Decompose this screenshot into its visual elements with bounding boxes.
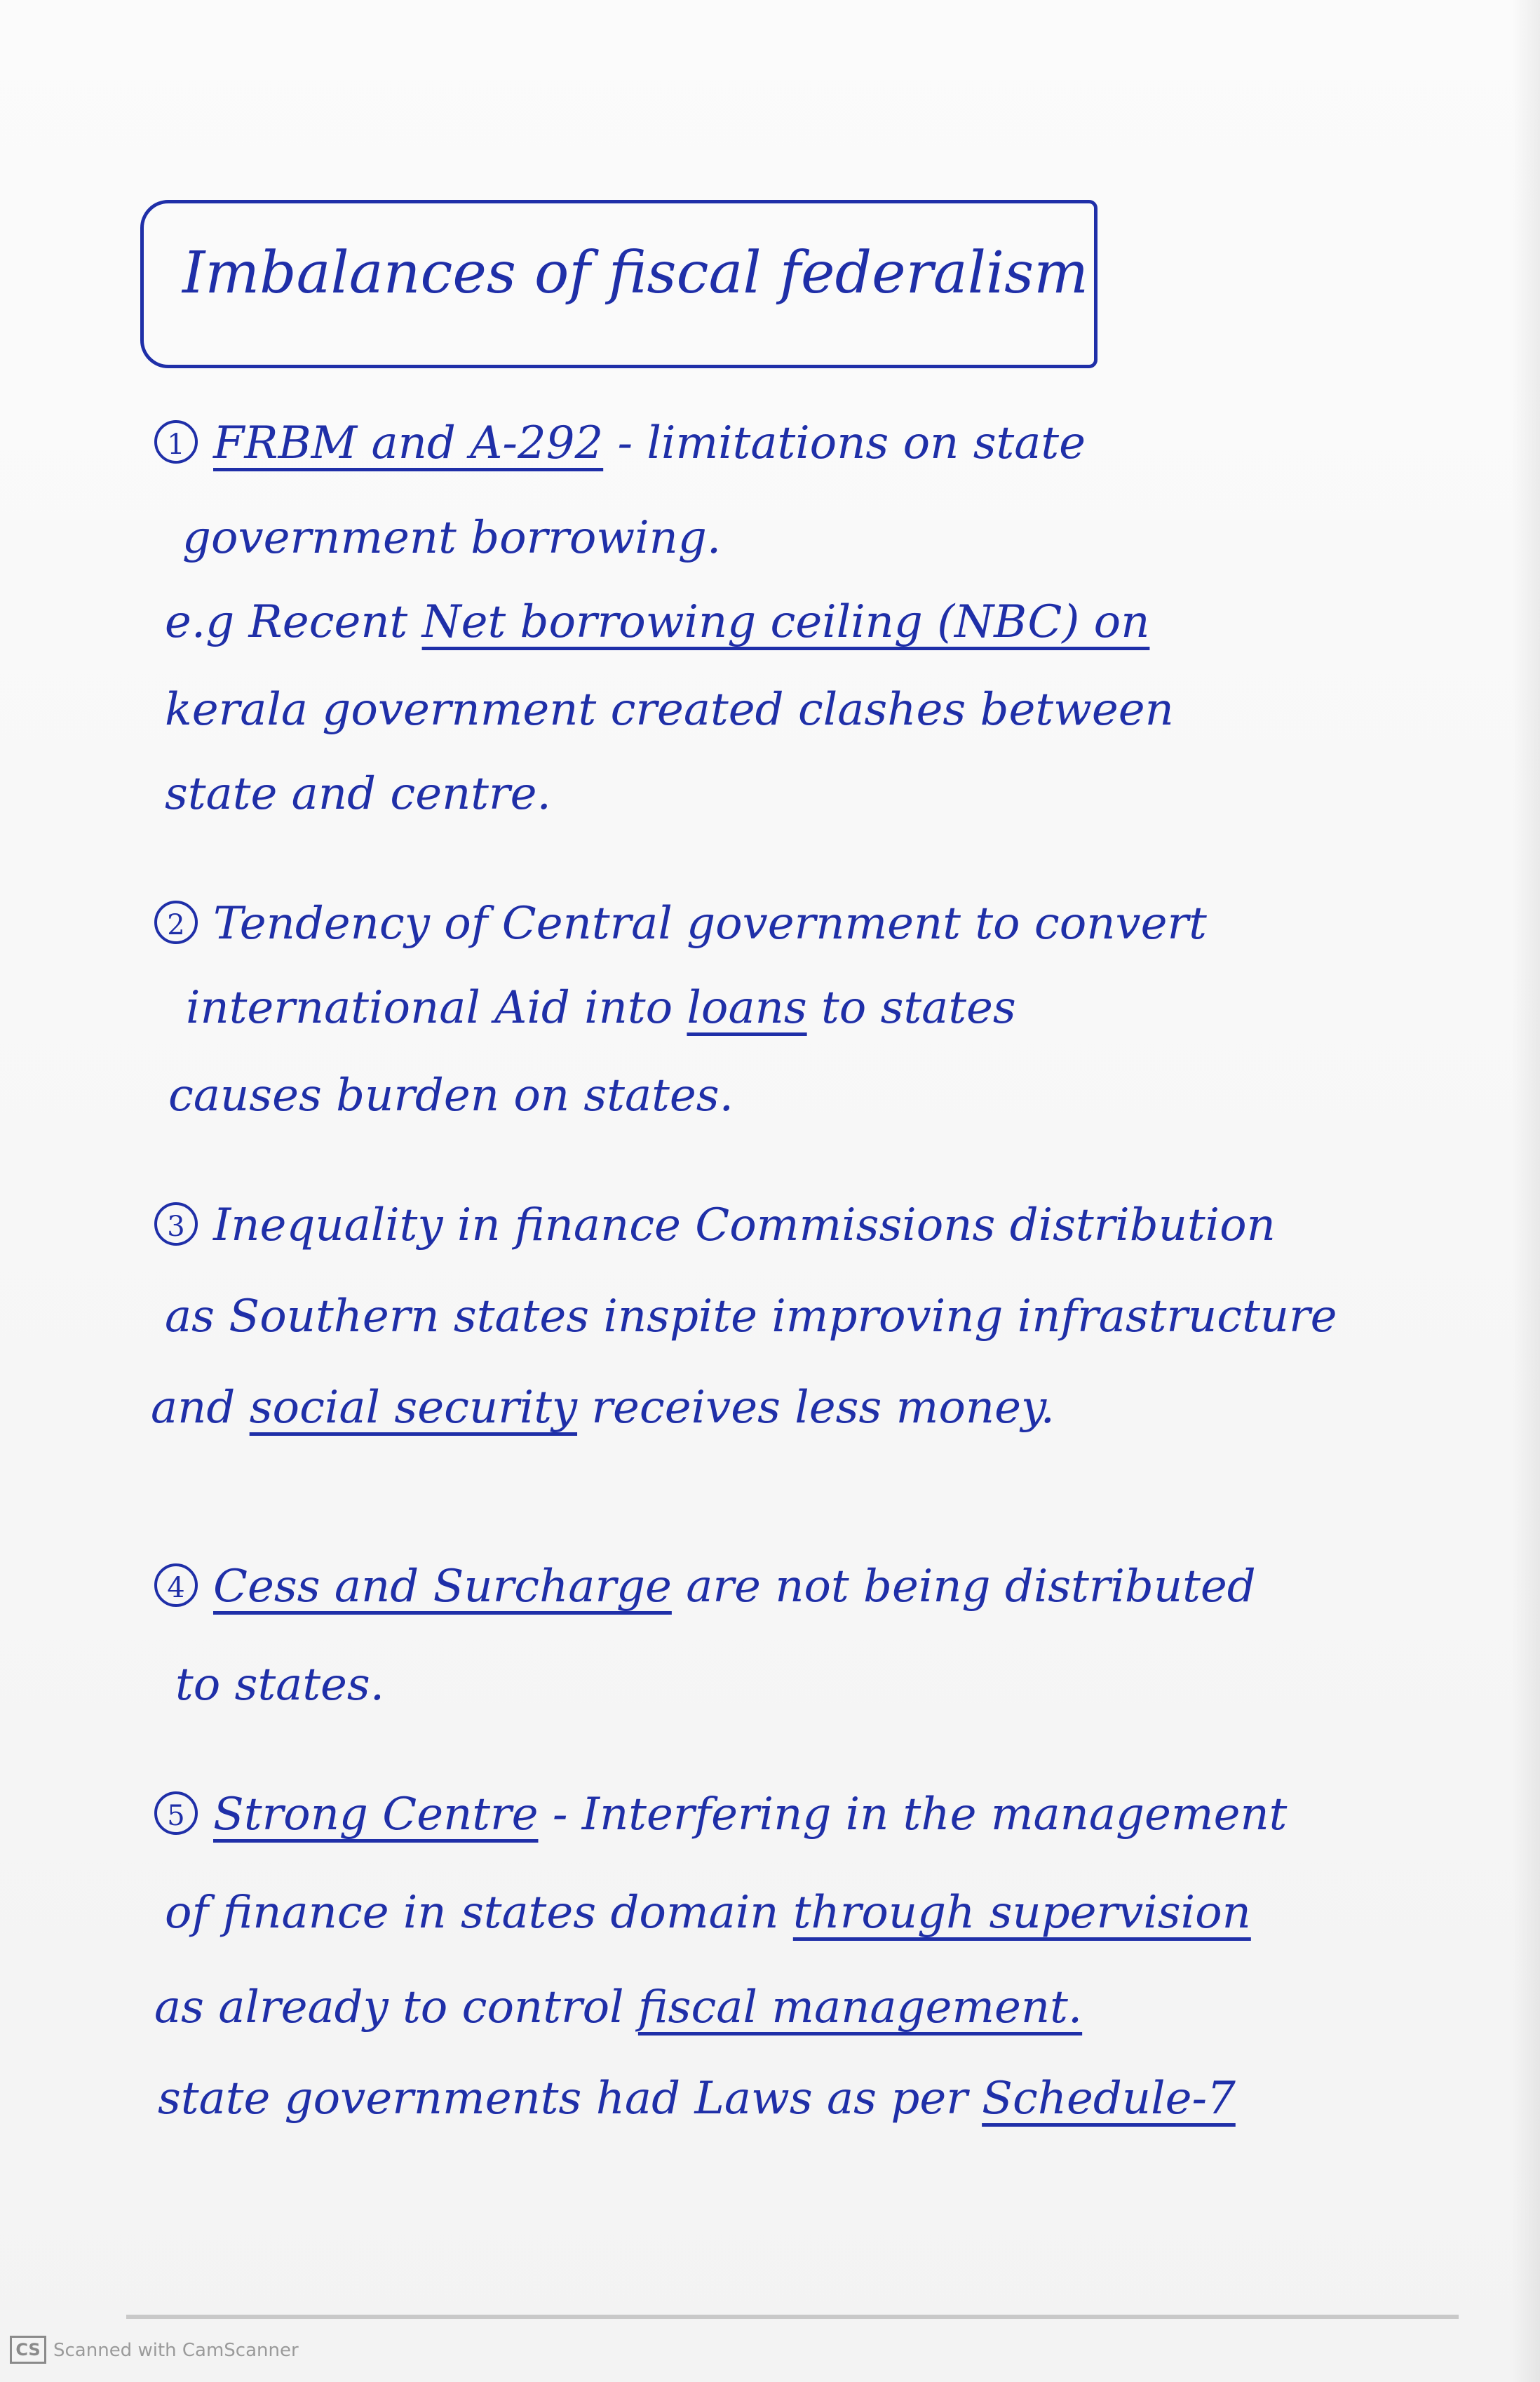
point-number-3: 3 bbox=[154, 1202, 198, 1246]
point-2-line-3: causes burden on states. bbox=[168, 1070, 734, 1122]
strong-centre-underlined: Strong Centre bbox=[213, 1789, 539, 1841]
point-3-line-1: 3 Inequality in finance Commissions distribution bbox=[154, 1192, 1487, 1259]
point-3-line-2: as Southern states inspite improving infrastructure bbox=[165, 1291, 1337, 1343]
point-number-5: 5 bbox=[154, 1791, 198, 1835]
point-5-line-3: as already to control fiscal management. bbox=[154, 1981, 1083, 2033]
schedule-7-underlined: Schedule-7 bbox=[982, 2073, 1236, 2125]
frbm-underlined: FRBM and A-292 bbox=[213, 417, 604, 469]
point-1-line-3: e.g Recent Net borrowing ceiling (NBC) on bbox=[165, 596, 1150, 648]
cess-surcharge-underlined: Cess and Surcharge bbox=[213, 1561, 672, 1613]
page-edge-shadow bbox=[1512, 0, 1540, 2382]
point-3-line-3: and social security receives less money. bbox=[151, 1382, 1055, 1434]
point-4-line-1: 4 Cess and Surcharge are not being distributed bbox=[154, 1554, 1487, 1620]
point-1-line-1: 1 FRBM and A-292 - limitations on state bbox=[154, 410, 1487, 477]
supervision-underlined: through supervision bbox=[792, 1887, 1251, 1939]
point-number-2: 2 bbox=[154, 901, 198, 944]
point-2-line-2: international Aid into loans to states bbox=[186, 982, 1016, 1034]
point-5-line-2: of finance in states domain through supervision bbox=[165, 1887, 1251, 1939]
loans-underlined: loans bbox=[687, 982, 807, 1034]
point-2-line-1: 2 Tendency of Central government to convert bbox=[154, 891, 1487, 957]
point-number-4: 4 bbox=[154, 1563, 198, 1607]
social-security-underlined: social security bbox=[249, 1382, 578, 1434]
page-bottom-edge bbox=[126, 2315, 1459, 2319]
camscanner-logo-icon: CS bbox=[10, 2336, 46, 2364]
point-4-line-2: to states. bbox=[175, 1659, 385, 1711]
point-5-line-1: 5 Strong Centre - Interfering in the management bbox=[154, 1782, 1487, 1848]
point-1-line-2: government borrowing. bbox=[182, 512, 722, 564]
point-1-line-4: kerala government created clashes between bbox=[165, 684, 1174, 736]
scanner-watermark-text: Scanned with CamScanner bbox=[53, 2340, 299, 2361]
point-5-line-4: state governments had Laws as per Schedule-7 bbox=[158, 2073, 1236, 2125]
fiscal-management-underlined: fiscal management. bbox=[637, 1981, 1083, 2033]
point-number-1: 1 bbox=[154, 420, 198, 464]
nbc-underlined: Net borrowing ceiling (NBC) on bbox=[421, 596, 1150, 648]
page-title: Imbalances of fiscal federalism bbox=[182, 240, 1088, 307]
point-1-line-5: state and centre. bbox=[165, 768, 551, 820]
